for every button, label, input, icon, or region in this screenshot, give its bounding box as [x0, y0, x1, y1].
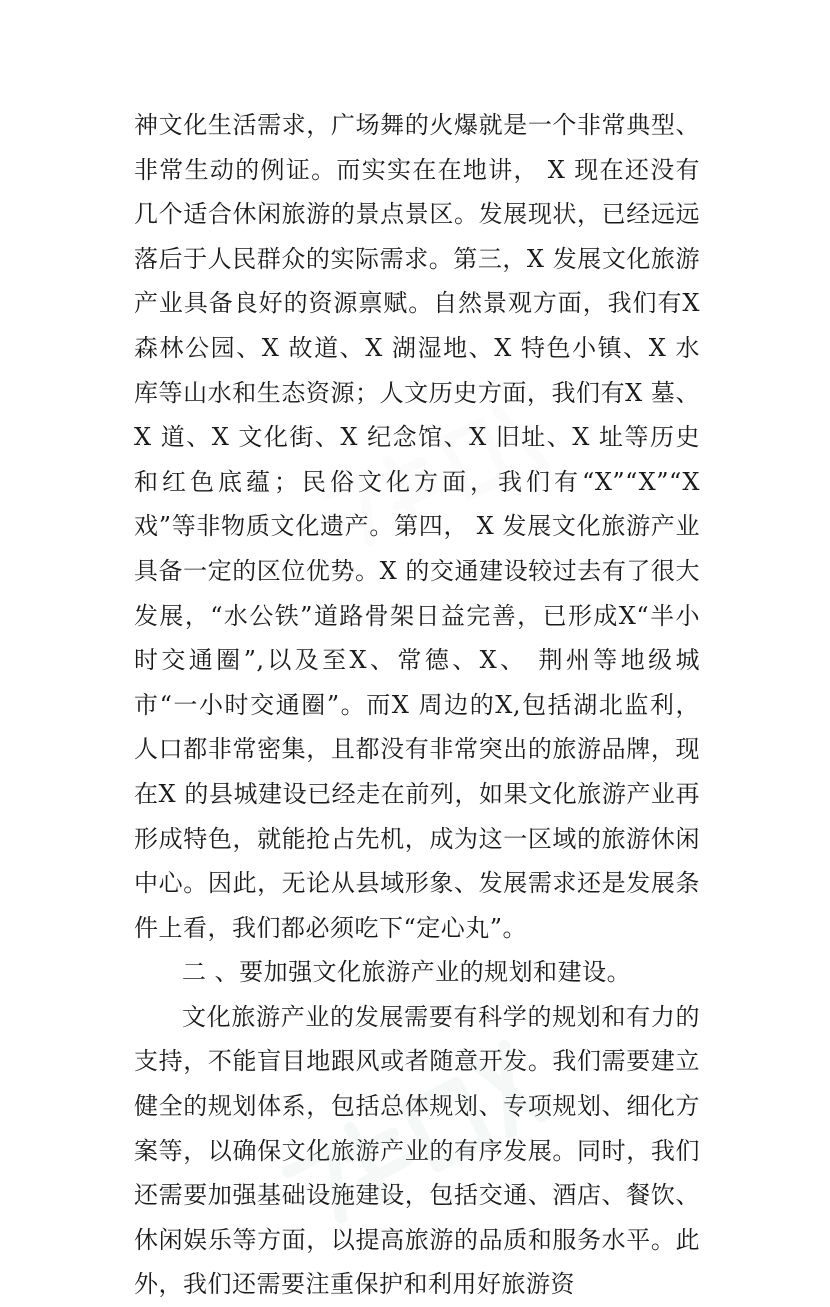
paragraph-body: 文化旅游产业的发展需要有科学的规划和有力的支持，不能盲目地跟风或者随意开发。我们需要建立健全的规划体系，包括总体规划、专项规划、细化方案等，以确保文化旅游产业的有序发展。同时，我们还需要加强基础设施建设，包括交通、酒店、餐饮、休闲娱乐等方面，以提高旅游的品质和服务水平。此外，我们还需要注重保护和利用好旅游资 [134, 1002, 700, 1299]
paragraph-continuation: 神文化生活需求，广场舞的火爆就是一个非常典型、非常生动的例证。而实实在在地讲， X 现在还没有几个适合休闲旅游的景点景区。发展现状，已经远远落后于人民群众的实际需求。第三，X 发展文化旅游产业具备良好的资源禀赋。自然景观方面，我们有X 森林公园、X 故道、X 湖湿地、X 特色小镇、X 水库等山水和生态资源；人文历史方面，我们有X 墓、X 道、X 文化街、X 纪念馆、X 旧址、X 址等历史和红色底蕴；民俗文化方面，我们有“X”“X”“X戏”等非物质文化遗产。第四， X 发展文化旅游产业具备一定的区位优势。X 的交通建设较过去有了很大发展，“水公铁”道路骨架日益完善，已形成X“半小时交通圈”,以及至X、常德、X、 荆州等地级城市“一小时交通圈”。而X 周边的X,包括湖北监利，人口都非常密集，且都没有非常突出的旅游品牌，现在X 的县城建设已经走在前列，如果文化旅游产业再形成特色，就能抢占先机，成为这一区域的旅游休闲中心。因此，无论从县域形象、发展需求还是发展条件上看，我们都必须吃下“定心丸”。 [134, 111, 700, 942]
document-body [134, 103, 700, 1307]
section-heading: 二 、要加强文化旅游产业的规划和建设。 [182, 958, 632, 987]
